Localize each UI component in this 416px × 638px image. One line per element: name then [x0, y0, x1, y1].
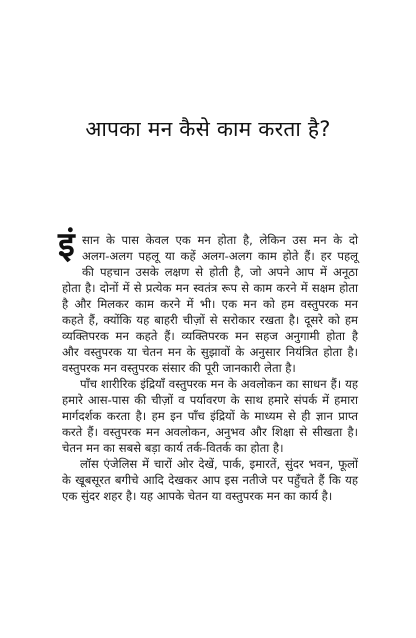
- text-line: वस्तुपरक मन वस्तुपरक संसार की पूरी जानकारी लेता है।: [62, 361, 296, 375]
- text-line: और वस्तुपरक या चेतन मन के सुझावों के अनुसार नियंत्रित होता है।: [62, 345, 358, 359]
- text-line: है और मिलकर काम करने में भी। एक मन को हम वस्तुपरक मन: [62, 297, 358, 311]
- text-line: करते हैं। वस्तुपरक मन अवलोकन, अनुभव और शिक्षा से सीखता है।: [62, 425, 358, 439]
- text-line: चेतन मन का सबसे बड़ा कार्य तर्क-वितर्क का होता है।: [62, 441, 284, 455]
- text-line: की पहचान उसके लक्षण से होती है, जो अपने आप में अनूठा: [82, 265, 358, 279]
- text-line: पाँच शारीरिक इंद्रियाँ वस्तुपरक मन के अवलोकन का साधन हैं। यह: [80, 377, 358, 391]
- text-line: अलग-अलग पहलू या कहें अलग-अलग काम होते हैं। हर पहलू: [82, 249, 358, 263]
- text-line: होता है। दोनों में से प्रत्येक मन स्वतंत्र रूप से काम करने में सक्षम होता: [62, 281, 358, 295]
- text-line: एक सुंदर शहर है। यह आपके चेतन या वस्तुपरक मन का कार्य है।: [62, 489, 333, 503]
- text-line: के खूबसूरत बगीचे आदि देखकर आप इस नतीजे पर पहुँचते हैं कि यह: [62, 473, 358, 487]
- chapter-title: आपका मन कैसे काम करता है?: [85, 117, 331, 141]
- text-line: हमारे आस-पास की चीज़ों व पर्यावरण के साथ हमारे संपर्क में हमारा: [62, 393, 358, 407]
- text-line: कहते हैं, क्योंकि यह बाहरी चीज़ों से सरोकार रखता है। दूसरे को हम: [62, 313, 358, 327]
- text-line: सान के पास केवल एक मन होता है, लेकिन उस मन के दो: [82, 233, 358, 247]
- text-line: लॉस एंजेलिस में चारों ओर देखें, पार्क, इमारतें, सुंदर भवन, फूलों: [80, 457, 358, 471]
- text-line: व्यक्तिपरक मन कहते हैं। व्यक्तिपरक मन सहज अनुगामी होता है: [62, 329, 358, 343]
- text-line: मार्गदर्शक करता है। हम इन पाँच इंद्रियों के माध्यम से ही ज्ञान प्राप्त: [62, 409, 358, 423]
- drop-cap: इं: [58, 225, 75, 265]
